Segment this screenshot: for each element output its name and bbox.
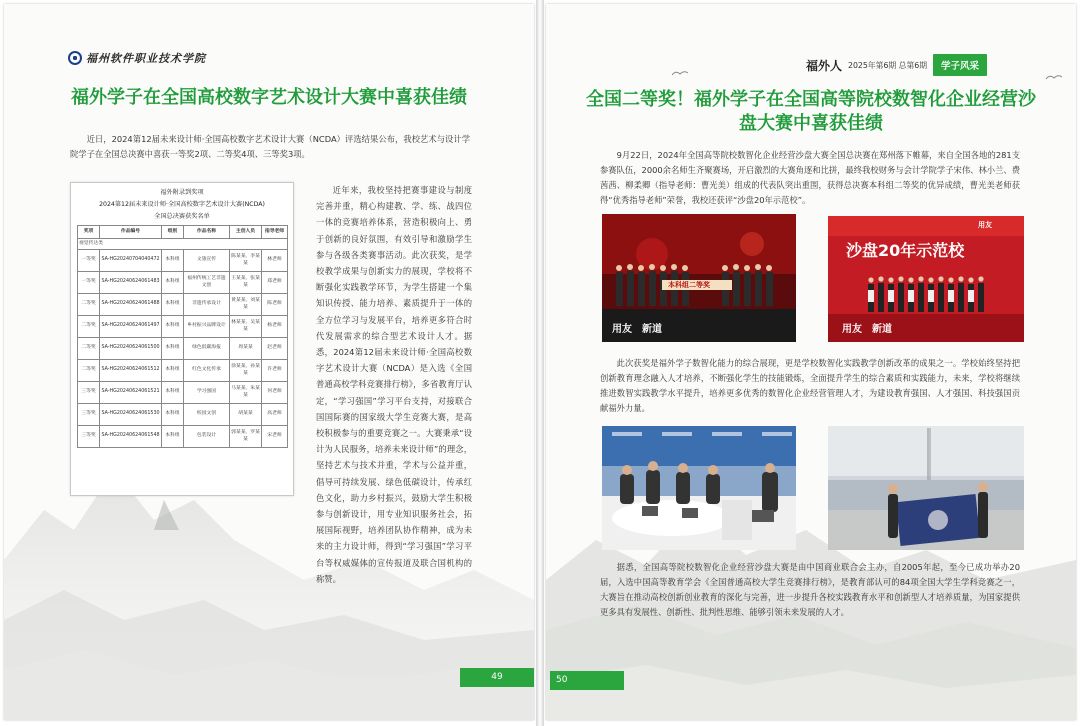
competition-hall-photo xyxy=(602,426,796,550)
college-emblem-icon xyxy=(68,51,82,65)
left-intro-paragraph: 近日，2024第12届未来设计师·全国高校数字艺术设计大赛（NCDA）评选结果公布，我校艺术与设计学院学子在全国总决赛中喜获一等奖2项、二等奖4项、三等奖3项。 xyxy=(70,134,470,159)
column-tag: 学子风采 xyxy=(933,54,987,76)
award-doc-header-3: 全国总决赛获奖名单 xyxy=(154,213,210,220)
table-cell: 黄某某、刘某某 xyxy=(230,294,262,316)
table-cell: SA-HG20240624061512 xyxy=(100,360,162,382)
table-cell: 林老师 xyxy=(262,250,288,272)
left-body-paragraph: 近年来，我校坚持把赛事建设与制度完善并重，精心构建教、学、练、战四位一体的竞赛培养体系，营造积极向上、勇于创新的良好氛围，有效引导和激励学生参与各级各类赛事活动。此次获奖，是学校教学成果与创新实力的展现，学校将不断强化实践教学环节，为学生搭建一个集知识传授、能力培养、素质提升于一体的全方位学习与发展平台，培养更多符合时代发展需求的综合型艺术设计人才。据悉，2024第12届未来设计师·全国高校数字艺术设计大赛（NCDA）是入选《全国普通高校学科竞赛排行榜》，多省教育厅认定，“学习强国”学习平台支持，对接联合国国际赛的国家级大学生竞赛大赛，是高校积极参与的重要竞赛之一。大赛秉承“设计为人民服务，培养未来设计师”的理念，坚持艺术与技术并重，学术与公益并重，倡导可持续发展、绿色低碳设计，传承红色文化，助力乡村振兴，鼓励大学生积极参与创新设计，用专业知识服务社会，拓展国际视野，培养团队协作精神，成为未来的主力设计师，得到“学习强国”学习平台等权威媒体的宣传报道及联合国机构的称赞。 xyxy=(316,185,472,584)
photo1-logo-right: 新道 xyxy=(642,324,662,335)
table-cell: 本科组 xyxy=(162,250,184,272)
table-cell: 一等奖 xyxy=(78,272,100,294)
table-row xyxy=(78,426,288,448)
award-stage-photo xyxy=(602,214,796,342)
table-cell: 本科组 xyxy=(162,272,184,294)
table-cell: SA-HG20240624061497 xyxy=(100,316,162,338)
photo2-top-logo: 用友 xyxy=(978,221,992,229)
table-cell: 非遗传承设计 xyxy=(184,294,230,316)
table-cell: 徐某某、孙某某 xyxy=(230,360,262,382)
magazine-name: 福外人 xyxy=(806,58,843,73)
team-banner-photo xyxy=(828,426,1024,550)
table-cell: SA-HG20240624061548 xyxy=(100,426,162,448)
table-row xyxy=(78,294,288,316)
table-cell: 绿色低碳海报 xyxy=(184,338,230,360)
bird-decoration-icon xyxy=(672,70,688,76)
award-list-document xyxy=(70,182,294,496)
table-cell: 陈某某、李某某 xyxy=(230,250,262,272)
table-cell: 包装设计 xyxy=(184,426,230,448)
award-table-header-row xyxy=(78,226,288,239)
left-page xyxy=(4,4,534,720)
table-cell: 文旅宣传 xyxy=(184,250,230,272)
photo2-logo-left: 用友 xyxy=(842,324,862,335)
photo2-banner-text: 沙盘20年示范校 xyxy=(846,241,965,260)
table-cell: 马某某、朱某某 xyxy=(230,382,262,404)
table-cell: 二等奖 xyxy=(78,338,100,360)
issue-info: 2025年第6期 总第6期 xyxy=(848,60,928,70)
award-doc-header-2: 2024第12届未来设计师·全国高校数字艺术设计大赛(NCDA) xyxy=(99,201,265,208)
table-row xyxy=(78,250,288,272)
award-table-column-header: 作品名称 xyxy=(184,226,230,239)
magazine-header xyxy=(806,54,987,76)
table-cell: 高老师 xyxy=(262,404,288,426)
table-cell: 何老师 xyxy=(262,382,288,404)
table-cell: 宋老师 xyxy=(262,426,288,448)
table-cell: SA-HG20240624061521 xyxy=(100,382,162,404)
photo1-banner-text: 本科组二等奖 xyxy=(668,281,710,289)
table-cell: SA-HG20240704040472 xyxy=(100,250,162,272)
table-cell: 陈老师 xyxy=(262,294,288,316)
table-cell: 学习强国 xyxy=(184,382,230,404)
table-cell: 二等奖 xyxy=(78,360,100,382)
table-cell: 许老师 xyxy=(262,360,288,382)
table-row xyxy=(78,272,288,294)
table-cell: 本科组 xyxy=(162,360,184,382)
table-cell: 三等奖 xyxy=(78,426,100,448)
photo2-logo-right: 新道 xyxy=(872,324,892,335)
table-cell: 本科组 xyxy=(162,338,184,360)
table-cell: SA-HG20240624061530 xyxy=(100,404,162,426)
right-paragraph-1: 9月22日，2024年全国高等院校数智化企业经营沙盘大赛全国总决赛在郑州落下帷幕，来自全国各地的281支参赛队伍，2000余名师生齐聚赛场，开启激烈的大赛角逐和比拼，最终我校财务与会计学院学子宋伟、林小兰、费茜茜、柳柔卿（指导老师：曹光美）组成的代表队突出重围，获得总决赛本科组二等奖的优异成绩，曹光美老师获得“优秀指导老师”荣誉，我校还获评“沙盘20年示范校”。 xyxy=(600,150,1020,205)
table-cell: 红色文化传承 xyxy=(184,360,230,382)
table-cell: 郑老师 xyxy=(262,272,288,294)
table-row xyxy=(78,382,288,404)
award-table-column-header: 主创人员 xyxy=(230,226,262,239)
table-cell: 本科组 xyxy=(162,294,184,316)
photo1-logo-left: 用友 xyxy=(612,324,632,335)
right-paragraph-3: 据悉，全国高等院校数智化企业经营沙盘大赛是由中国商业联合会主办，自2005年起，至今已成功举办20届，入选中国高等教育学会《全国普通高校大学生竞赛排行榜》，是教育部认可的84项全国大学生学科竞赛之一，大赛旨在推动高校创新创业教育的深化与完善，进一步提升各校实践教育水平和创新型人才培养质量，为国家提供更多具有发展性、创新性、批判性思维、能够引领未来发展的人才。 xyxy=(600,562,1020,617)
table-cell: SA-HG20240624061488 xyxy=(100,294,162,316)
bird-decoration-icon xyxy=(1046,74,1062,80)
award-table-column-header: 作品编号 xyxy=(100,226,162,239)
book-spine xyxy=(536,0,544,726)
table-row xyxy=(78,360,288,382)
table-cell: 周某某 xyxy=(230,338,262,360)
college-logo-text: 福州软件职业技术学院 xyxy=(86,52,206,65)
table-cell: 三等奖 xyxy=(78,404,100,426)
award-table-column-header: 奖项 xyxy=(78,226,100,239)
demonstration-school-photo xyxy=(828,216,1024,342)
right-page xyxy=(546,4,1076,720)
table-cell: 本科组 xyxy=(162,404,184,426)
table-cell: 三等奖 xyxy=(78,382,100,404)
college-logo xyxy=(68,50,206,66)
award-table-body xyxy=(78,239,288,448)
table-cell: 本科组 xyxy=(162,316,184,338)
table-cell: 林某某、吴某某 xyxy=(230,316,262,338)
table-cell: SA-HG20240624061483 xyxy=(100,272,162,294)
table-cell: 王某某、张某某 xyxy=(230,272,262,294)
table-cell: 乡村振兴品牌设计 xyxy=(184,316,230,338)
left-page-number: 49 xyxy=(460,668,534,687)
table-cell: 本科组 xyxy=(162,382,184,404)
award-table-column-header: 指导老师 xyxy=(262,226,288,239)
right-article-title: 全国二等奖！福外学子在全国高等院校数智化企业经营沙盘大赛中喜获佳绩 xyxy=(586,89,1036,134)
table-row xyxy=(78,338,288,360)
table-cell: 本科组 xyxy=(162,426,184,448)
table-cell: 福州传统工艺非遗文创 xyxy=(184,272,230,294)
table-row xyxy=(78,316,288,338)
table-cell: 赵老师 xyxy=(262,338,288,360)
table-cell: 二等奖 xyxy=(78,316,100,338)
award-table-column-header: 组别 xyxy=(162,226,184,239)
right-paragraph-2: 此次获奖是福外学子数智化能力的综合展现，更是学校数智化实践教学创新改革的成果之一。学校始终坚持把创新教育理念融入人才培养，不断强化学生的技能锻炼，全面提升学生的综合素质和实践能力，未来，学校将继续推进数智实践教学水平提升，培养更多优秀的数智化企业经营管理人才，为建设教育强国、人才强国、科技强国贡献福外力量。 xyxy=(600,358,1020,413)
award-doc-header-1: 福外附录到奖项 xyxy=(160,189,204,196)
table-cell: 二等奖 xyxy=(78,294,100,316)
table-cell: 一等奖 xyxy=(78,250,100,272)
table-cell: 校园文创 xyxy=(184,404,230,426)
left-article-title: 福外学子在全国高校数字艺术设计大赛中喜获佳绩 xyxy=(71,87,467,108)
award-group-row xyxy=(78,239,288,250)
table-cell: 胡某某 xyxy=(230,404,262,426)
table-cell: 杨老师 xyxy=(262,316,288,338)
award-table xyxy=(77,225,288,448)
right-page-number: 50 xyxy=(550,671,624,690)
table-row xyxy=(78,404,288,426)
table-cell: SA-HG20240624061500 xyxy=(100,338,162,360)
award-group-label: 视觉传达类 xyxy=(78,239,288,250)
table-cell: 郭某某、罗某某 xyxy=(230,426,262,448)
